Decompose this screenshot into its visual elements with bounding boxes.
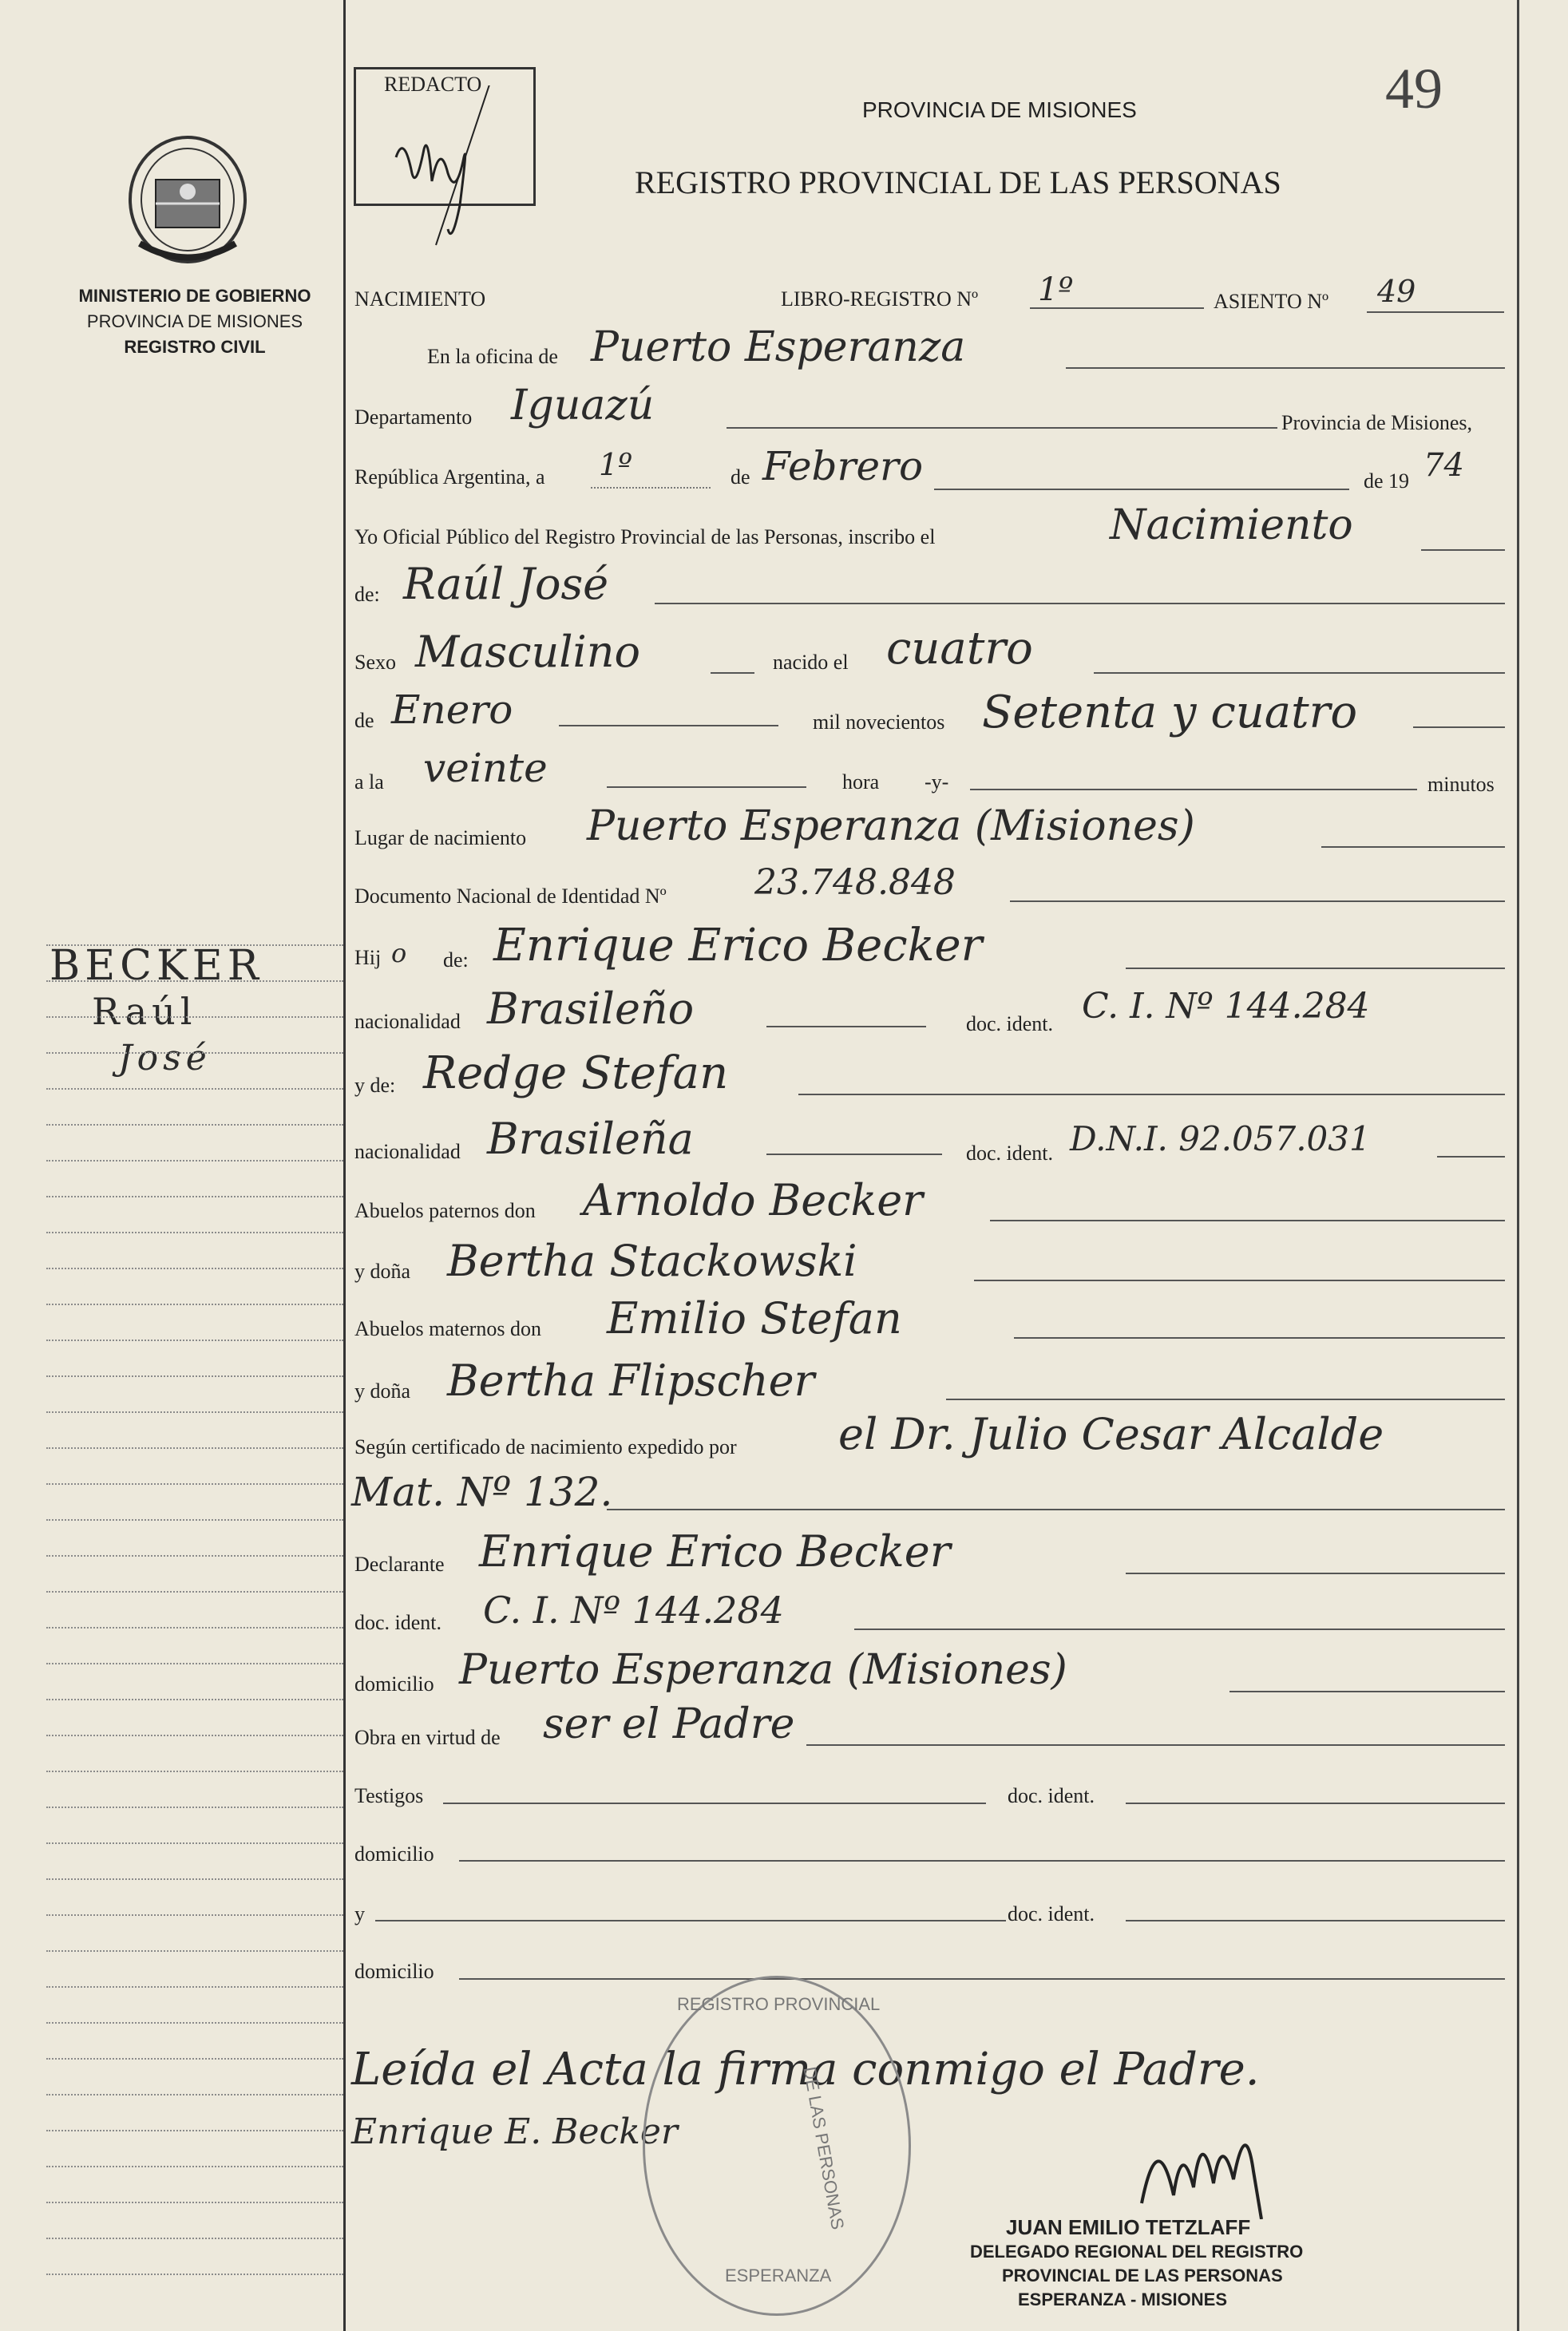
domicilio-value: Puerto Esperanza (Misiones) bbox=[459, 1646, 1067, 1694]
doc-mother-label: doc. ident. bbox=[966, 1142, 1054, 1165]
doc-mother-value: D.N.I. 92.057.031 bbox=[1070, 1119, 1371, 1158]
ydona-materna-label: y doña bbox=[354, 1379, 411, 1403]
ydona-paterna-label: y doña bbox=[354, 1260, 411, 1283]
inscribo-value: Nacimiento bbox=[1110, 501, 1353, 549]
margin-ruled-line bbox=[46, 1160, 343, 1162]
domicilio-label: domicilio bbox=[354, 1672, 434, 1696]
margin-ruled-line bbox=[46, 1663, 343, 1664]
sexo-label: Sexo bbox=[354, 651, 396, 674]
year-value: 74 bbox=[1423, 447, 1464, 484]
certificado-value: el Dr. Julio Cesar Alcalde bbox=[838, 1409, 1384, 1459]
margin-ruled-line bbox=[46, 1591, 343, 1593]
lugar-value: Puerto Esperanza (Misiones) bbox=[587, 802, 1195, 850]
father-value: Enrique Erico Becker bbox=[493, 920, 983, 972]
y-doc-label: doc. ident. bbox=[1008, 1902, 1095, 1925]
margin-ruled-line bbox=[46, 1124, 343, 1126]
margin-ruled-line bbox=[46, 1088, 343, 1090]
declarante-value: Enrique Erico Becker bbox=[479, 1526, 951, 1577]
margin-ruled-line bbox=[46, 2238, 343, 2239]
abuelo-materno-value: Emilio Stefan bbox=[607, 1293, 902, 1344]
obra-value: ser el Padre bbox=[543, 1700, 795, 1748]
nacido-value: cuatro bbox=[886, 623, 1033, 675]
margin-ruled-line bbox=[46, 1735, 343, 1736]
margin-ruled-line bbox=[46, 1483, 343, 1485]
asiento-value: 49 bbox=[1377, 274, 1416, 309]
margin-ruled-line bbox=[46, 944, 343, 946]
margin-ruled-line bbox=[46, 1016, 343, 1018]
abuelos-maternos-label: Abuelos maternos don bbox=[354, 1317, 541, 1340]
day-value: 1º bbox=[599, 447, 633, 482]
margin-ruled-line bbox=[46, 2058, 343, 2060]
hijo-suffix: o bbox=[391, 938, 407, 968]
nacido-label: nacido el bbox=[773, 651, 849, 674]
margin-ruled-line bbox=[46, 1304, 343, 1305]
hijo-label: Hij bbox=[354, 946, 382, 969]
certificado-label: Según certificado de nacimiento expedido por bbox=[354, 1435, 737, 1458]
redacto-signature bbox=[372, 85, 524, 253]
record-type-label: NACIMIENTO bbox=[354, 287, 486, 311]
margin-ruled-line bbox=[46, 1807, 343, 1808]
margin-ruled-line bbox=[46, 2130, 343, 2131]
official-name: JUAN EMILIO TETZLAFF bbox=[1006, 2215, 1251, 2239]
hora-label: hora bbox=[842, 770, 880, 793]
registry-civil-label: REGISTRO CIVIL bbox=[124, 337, 266, 357]
testigos-label: Testigos bbox=[354, 1784, 424, 1807]
nacionalidad-mother-value: Brasileña bbox=[487, 1114, 694, 1164]
official-round-stamp bbox=[643, 1976, 911, 2316]
margin-ruled-line bbox=[46, 1771, 343, 1772]
official-signature bbox=[1134, 2107, 1293, 2219]
margin-ruled-line bbox=[46, 2202, 343, 2203]
margin-surname: BECKER bbox=[49, 942, 263, 990]
provincia-suffix: Provincia de Misiones, bbox=[1281, 411, 1473, 434]
margin-ruled-line bbox=[46, 1950, 343, 1952]
libro-label: LIBRO-REGISTRO Nº bbox=[781, 287, 979, 311]
domicilio-testigo2-label: domicilio bbox=[354, 1960, 434, 1983]
abuela-paterna-value: Bertha Stackowski bbox=[447, 1236, 857, 1286]
lugar-label: Lugar de nacimiento bbox=[354, 826, 527, 849]
ala-label: a la bbox=[354, 770, 384, 793]
oficina-label: En la oficina de bbox=[427, 345, 558, 368]
year-prefix: de 19 bbox=[1364, 469, 1410, 493]
nacionalidad-father-value: Brasileño bbox=[487, 983, 695, 1034]
margin-ruled-line bbox=[46, 1411, 343, 1413]
testigos-doc-label: doc. ident. bbox=[1008, 1784, 1095, 1807]
margin-ruled-line bbox=[46, 1627, 343, 1629]
margin-ruled-line bbox=[46, 1447, 343, 1449]
margin-ruled-line bbox=[46, 2166, 343, 2167]
y-testigo-label: y bbox=[354, 1902, 365, 1925]
dni-value: 23.748.848 bbox=[754, 862, 956, 903]
provincial-coat-of-arms bbox=[124, 132, 251, 267]
margin-name-2: José bbox=[118, 1038, 212, 1078]
province-left-label: PROVINCIA DE MISIONES bbox=[86, 311, 303, 331]
registry-title: REGISTRO PROVINCIAL DE LAS PERSONAS bbox=[635, 164, 1281, 200]
departamento-value: Iguazú bbox=[511, 382, 655, 429]
margin-ruled-line bbox=[46, 1699, 343, 1700]
mil-value: Setenta y cuatro bbox=[982, 687, 1358, 738]
doc-father-label: doc. ident. bbox=[966, 1012, 1054, 1035]
obra-label: Obra en virtud de bbox=[354, 1726, 501, 1749]
margin-ruled-line bbox=[46, 2274, 343, 2275]
hora-value: veinte bbox=[423, 745, 548, 791]
hijo-de: de: bbox=[443, 948, 469, 972]
de-name-label: de: bbox=[354, 583, 380, 606]
minutos-label: minutos bbox=[1427, 773, 1495, 796]
stamp-ring-top: REGISTRO PROVINCIAL bbox=[677, 1994, 881, 2014]
margin-ruled-line bbox=[46, 1878, 343, 1880]
margin-ruled-line bbox=[46, 2094, 343, 2096]
margin-ruled-line bbox=[46, 1842, 343, 1844]
asiento-label: ASIENTO Nº bbox=[1214, 290, 1329, 313]
redacto-box bbox=[354, 67, 536, 206]
margin-ruled-line bbox=[46, 1555, 343, 1557]
margin-ruled-line bbox=[46, 1986, 343, 1988]
sexo-value: Masculino bbox=[415, 627, 641, 677]
margin-ruled-line bbox=[46, 1914, 343, 1916]
dni-label: Documento Nacional de Identidad Nº bbox=[354, 885, 667, 908]
yde-label: y de: bbox=[354, 1074, 396, 1097]
declarante-label: Declarante bbox=[354, 1553, 445, 1576]
margin-ruled-line bbox=[46, 1519, 343, 1521]
father-signature: Enrique E. Becker bbox=[351, 2111, 678, 2152]
nacionalidad-father-label: nacionalidad bbox=[354, 1010, 461, 1033]
stamp-ring-right: DE LAS PERSONAS bbox=[799, 2064, 849, 2231]
mil-label: mil novecientos bbox=[813, 710, 945, 734]
abuelos-paternos-label: Abuelos paternos don bbox=[354, 1199, 536, 1222]
mother-value: Redge Stefan bbox=[423, 1047, 729, 1099]
right-border bbox=[1517, 0, 1519, 2331]
doc-declarante-value: C. I. Nº 144.284 bbox=[483, 1589, 784, 1632]
certificado-value-2: Mat. Nº 132. bbox=[351, 1469, 613, 1515]
margin-ruled-line bbox=[46, 1268, 343, 1269]
libro-value: 1º bbox=[1038, 271, 1074, 308]
republica-label: República Argentina, a bbox=[354, 465, 545, 489]
official-line-3: PROVINCIAL DE LAS PERSONAS bbox=[1002, 2266, 1283, 2285]
doc-declarante-label: doc. ident. bbox=[354, 1611, 442, 1634]
official-line-2: DELEGADO REGIONAL DEL REGISTRO bbox=[970, 2242, 1304, 2262]
domicilio-testigo1-label: domicilio bbox=[354, 1842, 434, 1866]
abuelo-paterno-value: Arnoldo Becker bbox=[583, 1175, 923, 1225]
province-header: PROVINCIA DE MISIONES bbox=[862, 97, 1137, 122]
margin-ruled-line bbox=[46, 1052, 343, 1054]
closing-statement: Leída el Acta la firma conmigo el Padre. bbox=[351, 2044, 1260, 2096]
margin-ruled-line bbox=[46, 1375, 343, 1377]
redacto-label: REDACTO bbox=[384, 73, 482, 96]
stamp-ring-bottom: ESPERANZA bbox=[725, 2266, 832, 2285]
margin-divider bbox=[343, 0, 346, 2331]
oficial-text: Yo Oficial Público del Registro Provincial de las Personas, inscribo el bbox=[354, 525, 936, 548]
page-number: 49 bbox=[1385, 57, 1443, 121]
margin-ruled-line bbox=[46, 2022, 343, 2024]
official-line-4: ESPERANZA - MISIONES bbox=[1018, 2289, 1227, 2309]
de-label: de bbox=[731, 465, 750, 489]
margin-ruled-line bbox=[46, 1232, 343, 1233]
birth-month-value: Enero bbox=[391, 687, 513, 733]
departamento-label: Departamento bbox=[354, 406, 473, 429]
name-value: Raúl José bbox=[403, 559, 609, 609]
margin-ruled-line bbox=[46, 1340, 343, 1341]
de-month-label: de bbox=[354, 709, 374, 732]
doc-father-value: C. I. Nº 144.284 bbox=[1082, 986, 1370, 1027]
ministry-label: MINISTERIO DE GOBIERNO bbox=[78, 286, 311, 306]
month-value: Febrero bbox=[762, 443, 924, 489]
margin-ruled-line bbox=[46, 1196, 343, 1197]
abuela-materna-value: Bertha Flipscher bbox=[447, 1355, 815, 1406]
margin-ruled-line bbox=[46, 980, 343, 982]
margin-name-1: Raúl bbox=[92, 990, 197, 1033]
nacionalidad-mother-label: nacionalidad bbox=[354, 1140, 461, 1163]
minutos-dash: -y- bbox=[925, 770, 949, 793]
oficina-value: Puerto Esperanza bbox=[591, 323, 966, 371]
